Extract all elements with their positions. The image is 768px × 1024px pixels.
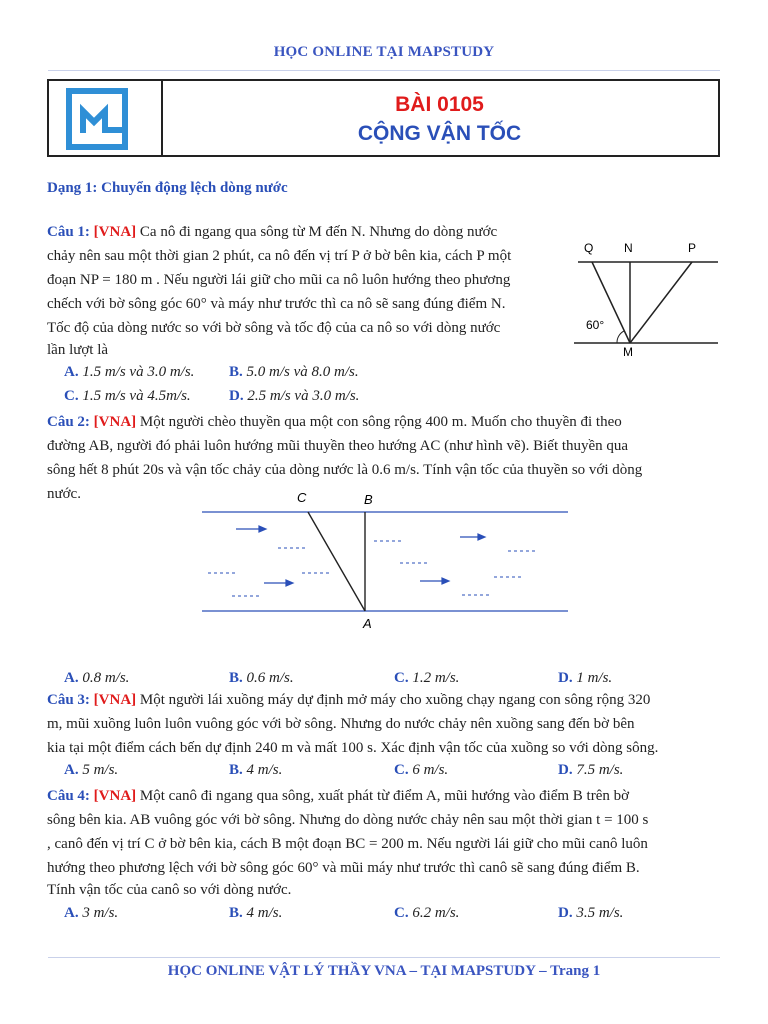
option-letter: C. [394,670,413,686]
footer-divider [48,957,720,958]
option-letter: D. [558,670,577,686]
option-value: 5.0 m/s và 8.0 m/s. [246,364,359,380]
option-value: 4 m/s. [246,905,283,921]
option-value: 6.2 m/s. [412,905,460,921]
q3-tag: [VNA] [93,692,137,708]
title-box [47,79,720,157]
q4-text-2: sông bên kia. AB vuông góc với bờ sông. Nhưng do dòng nước chảy nên sau một thời gian t = 100 s [47,812,649,828]
q2-path-ac [308,512,365,611]
page-footer: HỌC ONLINE VẬT LÝ THẦY VNA – TẠI MAPSTUDY – Trang 1 [167,963,601,979]
option-value: 1 m/s. [576,670,613,686]
q2-text-2: đường AB, người đó phải luôn hướng mũi thuyền theo hướng AC (như hình vẽ). Biết thuyền qua [47,438,629,454]
q2-text-4: nước. [47,486,81,502]
option-letter: B. [229,905,247,921]
q1-option-c [64,386,191,406]
option-value: 4 m/s. [246,762,283,778]
page-header: HỌC ONLINE TẠI MAPSTUDY [273,44,495,60]
q4-option-c [394,903,459,923]
q4-text-4: hướng theo phương lệch với bờ sông góc 60° và mũi máy như trước thì canô sẽ sang đúng điểm B. [47,860,640,876]
q1-text-3: đoạn NP = 180 m . Nếu người lái giữ cho mũi ca nô luôn hướng theo phương [47,272,511,288]
q3-line-1 [47,690,650,710]
q2-line-1 [47,412,622,432]
q2-text-1: Một người chèo thuyền qua một con sông rộng 400 m. Muốn cho thuyền đi theo [139,414,622,430]
option-letter: B. [229,364,247,380]
q3-option-c [394,760,448,780]
q1-angle-label: 60° [586,318,605,332]
q2-label: Câu 2: [47,414,90,430]
option-letter: D. [558,905,577,921]
option-value: 7.5 m/s. [576,762,624,778]
lesson-number: BÀI 0105 [395,93,484,116]
section-heading: Dạng 1: Chuyển động lệch dòng nước [47,180,288,196]
option-value: 0.8 m/s. [82,670,130,686]
option-value: 3 m/s. [82,905,119,921]
q2-point-b: B [364,492,373,507]
q3-text-2: m, mũi xuồng luôn luôn vuông góc với bờ sông. Nhưng do nước chảy nên xuồng sang đến bờ bên [47,716,635,732]
q1-text-6: lần lượt là [47,342,109,358]
q4-text-5: Tính vận tốc của canô so với dòng nước. [47,882,292,898]
q3-option-d [558,760,623,780]
option-value: 3.5 m/s. [576,905,624,921]
option-value: 1.2 m/s. [412,670,460,686]
q1-option-a [64,362,194,382]
q1-text-2: chảy nên sau một thời gian 2 phút, ca nô đến vị trí P ở bờ bên kia, cách P một [47,248,512,264]
q3-text-3: kia tại một điểm cách bến dự định 240 m và mất 100 s. Xác định vận tốc của xuồng so với dòng sông. [47,740,659,756]
q3-label: Câu 3: [47,692,90,708]
q4-option-b [229,903,282,923]
q4-text-3: , canô đến vị trí C ở bờ bên kia, cách B một đoạn BC = 200 m. Nếu người lái giữ cho mũi canô luôn [47,836,648,852]
q4-option-a [64,903,118,923]
option-letter: B. [229,762,247,778]
q2-text-3: sông hết 8 phút 20s và vận tốc chảy của dòng nước là 0.6 m/s. Tính vận tốc của thuyền so với dòng [47,462,643,478]
mapstudy-logo-icon [49,81,161,155]
option-value: 1.5 m/s và 3.0 m/s. [82,364,195,380]
q2-option-d [558,668,612,688]
q1-point-n: N [624,241,633,255]
q1-option-b [229,362,359,382]
q3-option-b [229,760,282,780]
q2-point-a: A [363,616,372,631]
option-letter: C. [394,905,413,921]
q2-river-diagram [196,486,576,636]
q2-tag: [VNA] [93,414,137,430]
lesson-topic: CỘNG VẬN TỐC [357,122,522,145]
q1-point-m: M [623,345,633,358]
option-value: 2.5 m/s và 3.0 m/s. [247,388,360,404]
option-letter: D. [558,762,577,778]
q1-text-4: chếch với bờ sông góc 60° và máy như trước thì ca nô sẽ sang đúng điểm N. [47,296,506,312]
option-letter: A. [64,905,83,921]
option-letter: A. [64,364,83,380]
q1-angle-arc [617,331,624,343]
option-letter: A. [64,762,83,778]
current-dashes [208,541,538,596]
header-divider [48,70,720,71]
q4-line-1 [47,786,629,806]
q4-option-d [558,903,623,923]
q1-river-diagram [570,232,722,358]
q3-option-a [64,760,118,780]
logo-cell [49,81,163,155]
q1-point-q: Q [584,241,594,255]
option-value: 5 m/s. [82,762,119,778]
q1-path-mp [630,262,692,343]
q1-text-5: Tốc độ của dòng nước so với bờ sông và tốc độ của ca nô so với dòng nước [47,320,501,336]
option-letter: C. [64,388,83,404]
q1-option-d [229,386,359,406]
q1-point-p: P [688,241,697,255]
q2-option-a [64,668,129,688]
q4-text-1: Một canô đi ngang qua sông, xuất phát từ điểm A, mũi hướng vào điểm B trên bờ [139,788,630,804]
option-letter: D. [229,388,248,404]
q1-line-1 [47,222,497,242]
q2-point-c: C [297,490,307,505]
q1-text-1: Ca nô đi ngang qua sông từ M đến N. Nhưng do dòng nước [139,224,498,240]
q2-option-c [394,668,459,688]
q1-tag: [VNA] [93,224,137,240]
option-value: 1.5 m/s và 4.5m/s. [82,388,191,404]
option-letter: C. [394,762,413,778]
option-value: 6 m/s. [412,762,449,778]
option-letter: B. [229,670,247,686]
q4-label: Câu 4: [47,788,90,804]
option-letter: A. [64,670,83,686]
option-value: 0.6 m/s. [246,670,294,686]
q4-tag: [VNA] [93,788,137,804]
current-arrows [236,526,485,586]
q2-option-b [229,668,294,688]
q3-text-1: Một người lái xuồng máy dự định mở máy cho xuồng chạy ngang con sông rộng 320 [139,692,651,708]
q1-label: Câu 1: [47,224,90,240]
